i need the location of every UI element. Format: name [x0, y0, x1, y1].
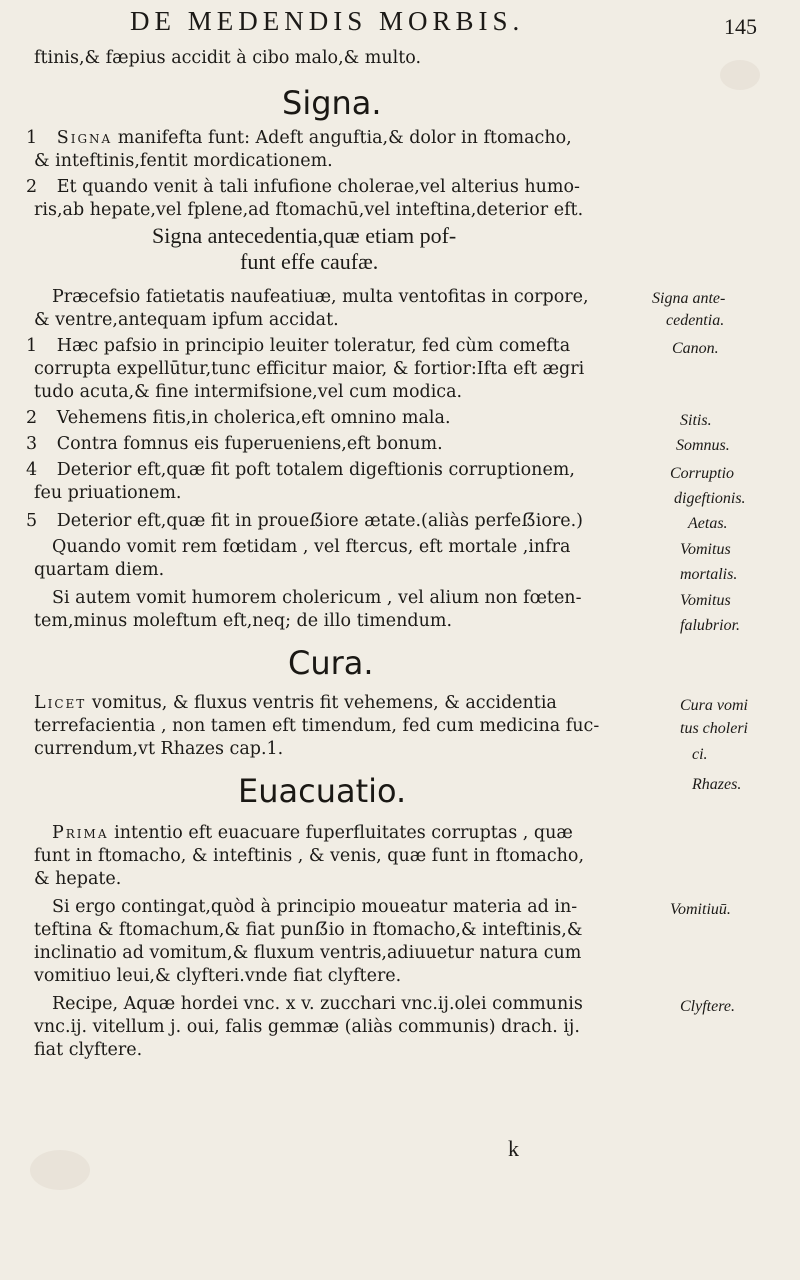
- text-line: terrefacientia , non tamen eft timendum, fed cum medicina fuc-: [34, 716, 600, 736]
- margin-note: Clyftere.: [680, 998, 735, 1015]
- margin-note: Rhazes.: [692, 776, 742, 793]
- text-line: Præcefsio fatietatis naufeatiuæ, multa ventofitas in corpore,: [52, 287, 589, 307]
- text-line: tem,minus moleftum eft,neq; de illo timendum.: [34, 611, 453, 631]
- margin-note: Vomitus: [680, 592, 731, 609]
- signature-mark: k: [508, 1136, 519, 1161]
- margin-note: Corruptio: [670, 465, 735, 482]
- initial-word: Signa: [56, 128, 113, 148]
- line-text: vomitus, & fluxus ventris fit vehemens, & accidentia: [91, 693, 557, 713]
- line-text: Contra fomnus eis fuperueniens,eft bonum.: [56, 434, 443, 454]
- line-text: Vehemens fitis,in cholerica,eft omnino mala.: [56, 408, 451, 428]
- running-head: DE MEDENDIS MORBIS.: [130, 6, 525, 36]
- item-number: 5: [26, 511, 38, 531]
- text-line: & inteftinis,fentit mordicationem.: [34, 151, 333, 171]
- line-text: Deterior eft,quæ fit poft totalem digeftionis corruptionem,: [56, 460, 575, 480]
- text-line: ftinis,& fæpius accidit à cibo malo,& multo.: [34, 48, 422, 68]
- text-line: & ventre,antequam ipfum accidat.: [34, 310, 339, 330]
- item-number: 3: [26, 434, 38, 454]
- item-number: 2: [26, 177, 38, 197]
- text-line: funt in ftomacho, & inteftinis , & venis, quæ funt in ftomacho,: [34, 846, 585, 866]
- section-title-signa: Signa.: [282, 84, 382, 122]
- text-line: vomitiuo leui,& clyfteri.vnde fiat clyftere.: [34, 966, 402, 986]
- page-number: 145: [724, 14, 757, 39]
- margin-note: Aetas.: [688, 515, 728, 532]
- text-line: [26, 460, 575, 481]
- text-line: [26, 177, 580, 198]
- text-line: fiat clyftere.: [34, 1040, 143, 1060]
- item-number: 4: [26, 460, 38, 480]
- text-line: [26, 336, 570, 357]
- initial-word: Licet: [34, 693, 87, 713]
- margin-note: falubrior.: [680, 617, 741, 634]
- text-line: & hepate.: [34, 869, 122, 889]
- item-number: 1: [26, 336, 38, 356]
- paper-stain: [720, 60, 760, 90]
- margin-note: Cura vomi: [680, 697, 748, 714]
- margin-note: Somnus.: [676, 437, 730, 454]
- text-line: ris,ab hepate,vel fplene,ad ftomachū,vel inteftina,deterior eft.: [34, 200, 584, 220]
- margin-note: tus choleri: [680, 720, 748, 737]
- line-text: Deterior eft,quæ fit in proueẞiore ætate.(aliàs perfeẞiore.): [56, 511, 584, 531]
- margin-note: Canon.: [672, 340, 719, 357]
- text-line: Quando vomit rem fœtidam , vel ftercus, eft mortale ,infra: [52, 537, 571, 557]
- section-title-cura: Cura.: [288, 644, 374, 682]
- subheading-line: Signa antecedentia,quæ etiam pof-: [152, 223, 457, 248]
- item-number: 1: [26, 128, 38, 148]
- item-number: 2: [26, 408, 38, 428]
- margin-note: Vomitus: [680, 541, 731, 558]
- margin-note: cedentia.: [666, 312, 725, 329]
- initial-word: Prima: [52, 823, 109, 843]
- line-text: Hæc pafsio in principio leuiter toleratur, fed cùm comefta: [56, 336, 571, 356]
- text-line: [52, 823, 573, 844]
- text-line: inclinatio ad vomitum,& fluxum ventris,adiuuetur natura cum: [34, 943, 582, 963]
- text-line: [26, 128, 572, 149]
- margin-note: Signa ante-: [652, 290, 726, 307]
- text-line: teftina & ftomachum,& fiat punẞio in ftomacho,& inteftinis,&: [34, 920, 583, 940]
- text-line: [26, 511, 583, 532]
- text-line: quartam diem.: [34, 560, 165, 580]
- text-line: corrupta expellūtur,tunc efficitur maior, & fortior:Ifta eft ægri: [34, 359, 585, 379]
- margin-note: digeftionis.: [674, 490, 746, 507]
- text-line: [34, 693, 557, 714]
- text-line: tudo acuta,& fine intermifsione,vel cum modica.: [34, 382, 463, 402]
- line-text: intentio eft euacuare fuperfluitates corruptas , quæ: [114, 823, 573, 843]
- subheading-line: funt effe caufæ.: [240, 249, 379, 274]
- text-line: [26, 408, 451, 429]
- line-text: manifefta funt: Adeft anguftia,& dolor in ftomacho,: [117, 128, 572, 148]
- margin-note: Vomitiuū.: [670, 901, 731, 918]
- margin-note: Sitis.: [680, 412, 712, 429]
- margin-note: mortalis.: [680, 566, 738, 583]
- section-title-euacuatio: Euacuatio.: [238, 772, 407, 810]
- text-line: Si ergo contingat,quòd à principio moueatur materia ad in-: [52, 897, 578, 917]
- text-line: Si autem vomit humorem cholericum , vel alium non fœten-: [52, 588, 582, 608]
- paper-stain: [30, 1150, 90, 1190]
- text-line: [26, 434, 443, 455]
- text-line: Recipe, Aquæ hordei vnc. x v. zucchari vnc.ij.olei communis: [52, 994, 583, 1014]
- text-line: feu priuationem.: [34, 483, 182, 503]
- line-text: Et quando venit à tali infufione cholerae,vel alterius humo-: [56, 177, 580, 197]
- text-line: vnc.ij. vitellum j. oui, falis gemmæ (aliàs communis) drach. ij.: [34, 1017, 580, 1037]
- text-line: currendum,vt Rhazes cap.1.: [34, 739, 284, 759]
- margin-note: ci.: [692, 746, 708, 763]
